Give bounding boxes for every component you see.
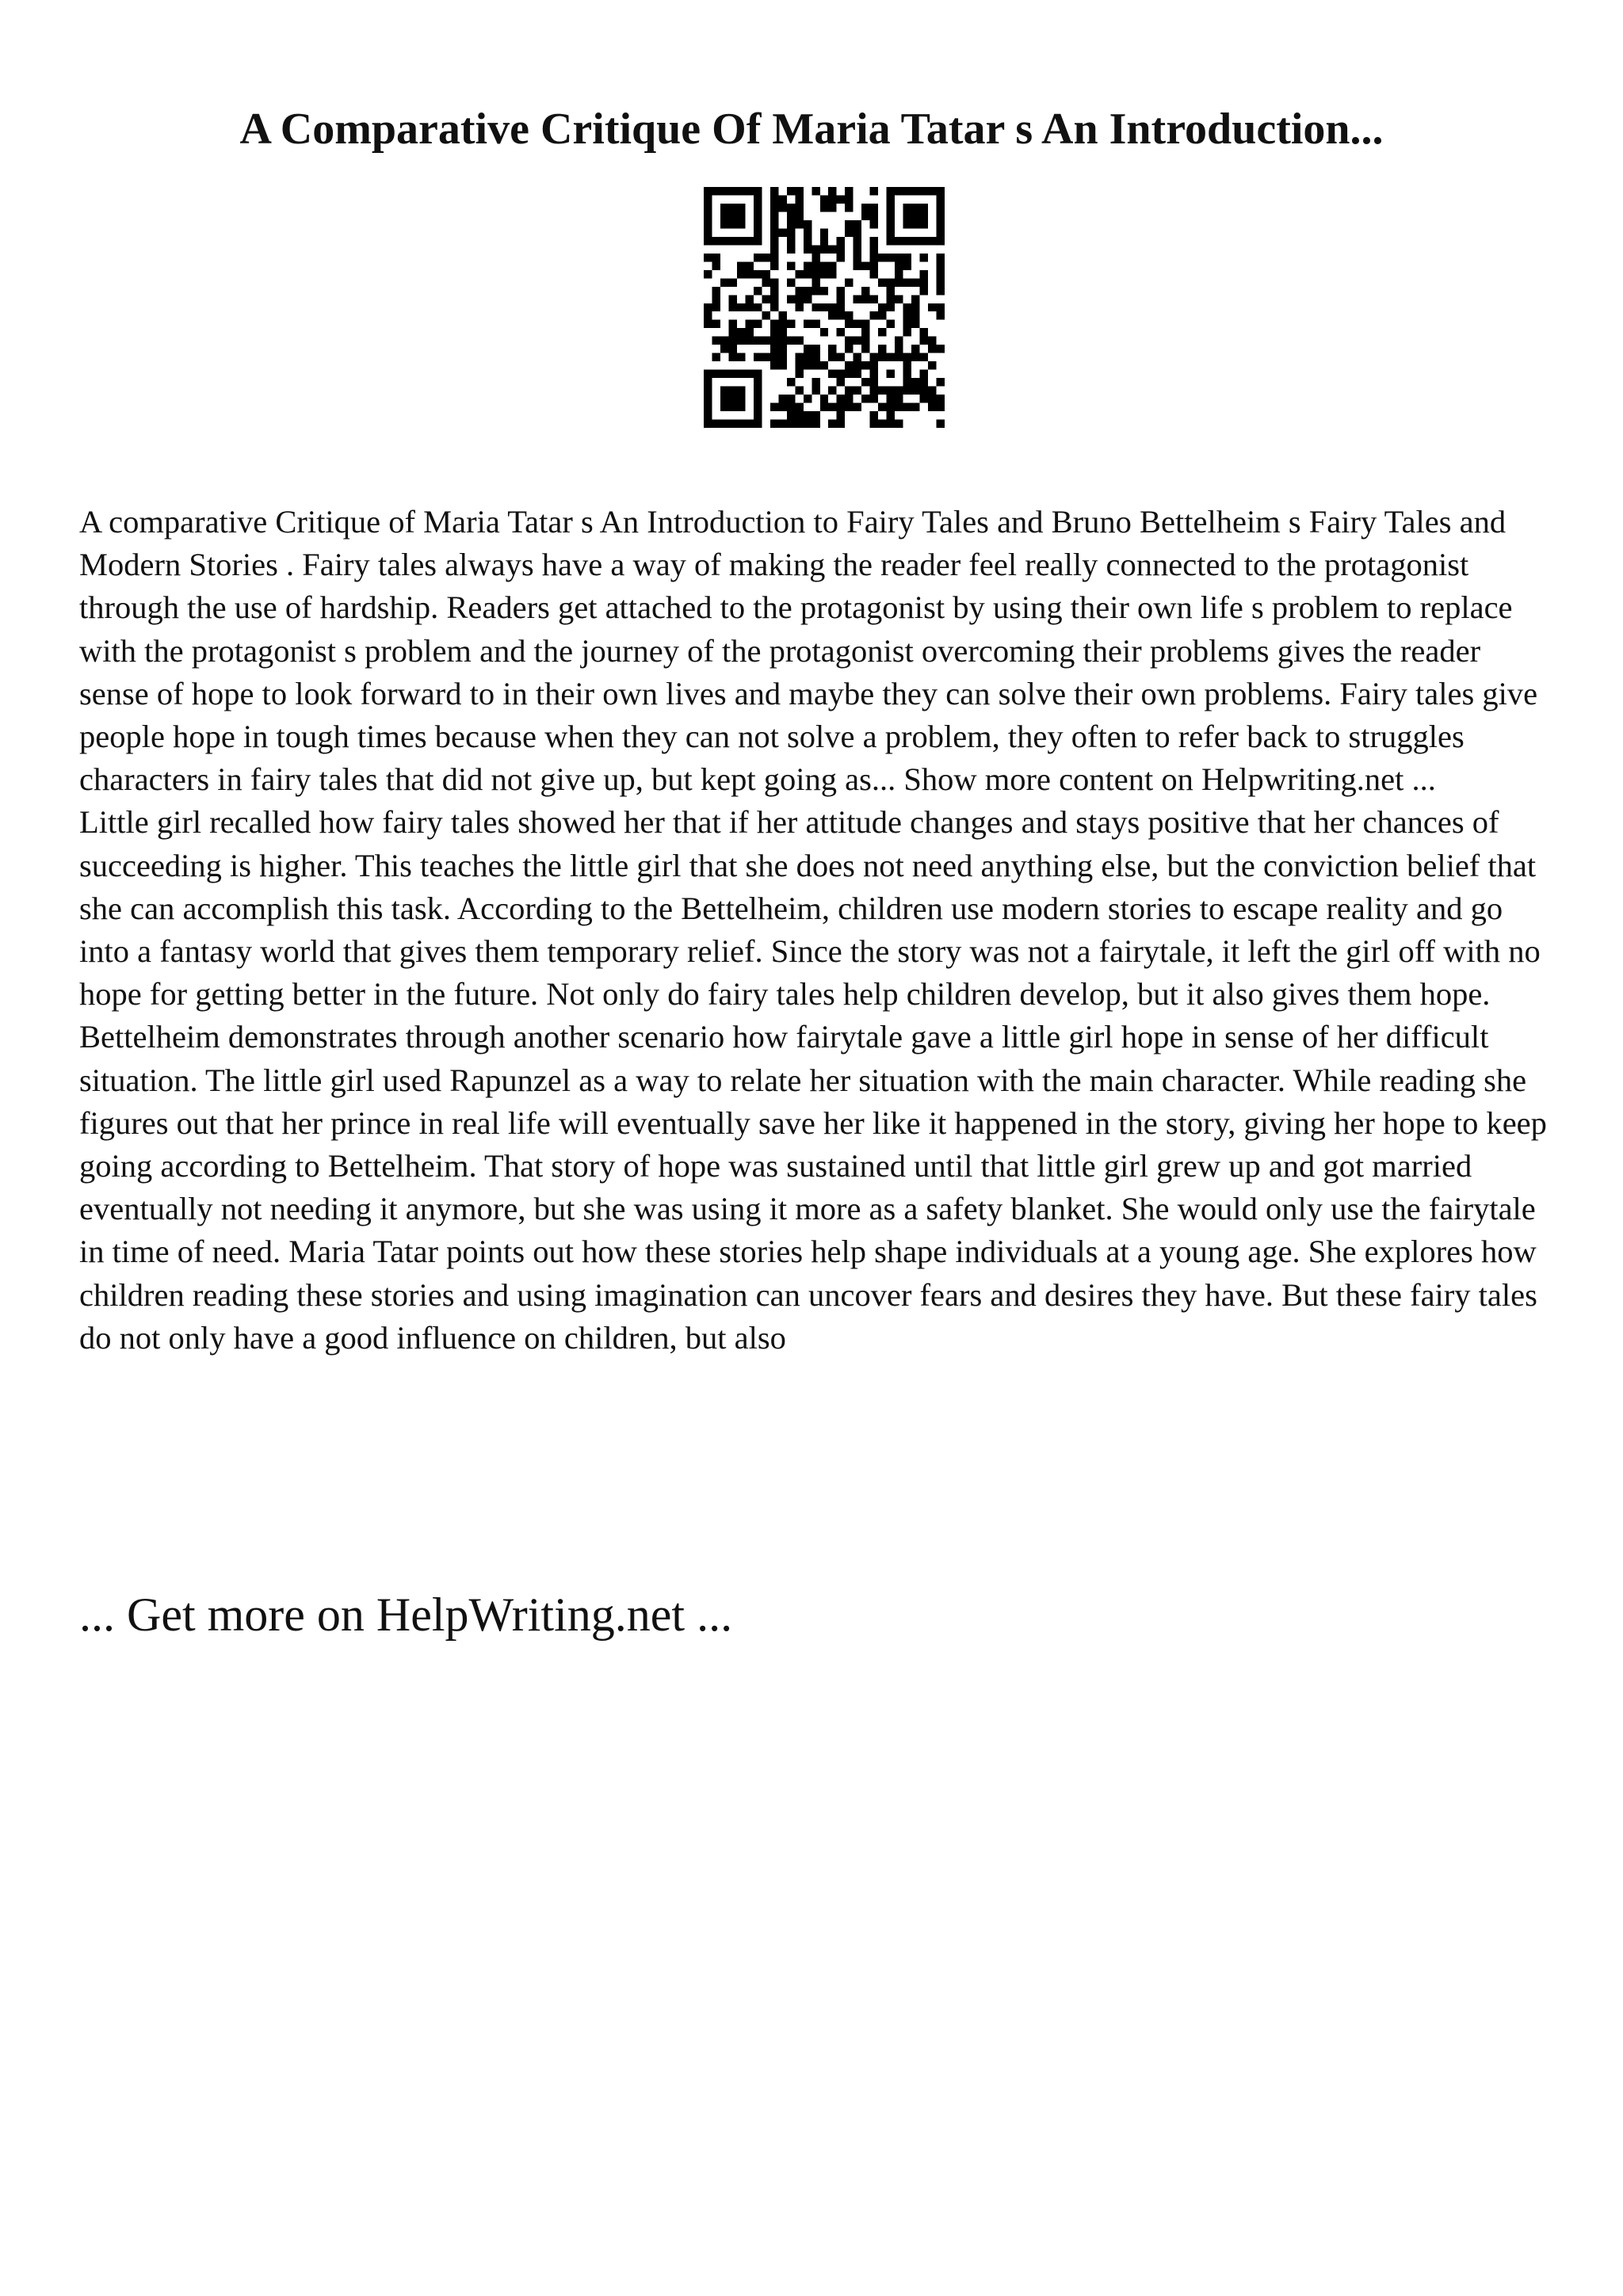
- qr-code-icon: [704, 187, 945, 428]
- article-body: [79, 501, 1553, 1360]
- page-title: A Comparative Critique Of Maria Tatar s An Introduction...: [239, 105, 1384, 154]
- get-more-link[interactable]: ... Get more on HelpWriting.net ...: [79, 1589, 733, 1641]
- paragraph-intro: A comparative Critique of Maria Tatar s An Introduction to Fairy Tales and Bruno Bettelheim s Fairy Tales and Modern Stories . Fairy tales always have a way of making the reader feel really connected to the protagonist through the use of hardship. Readers get attached to the protagonist by using their own life s problem to replace with the protagonist s problem and the journey of the protagonist overcoming their problems gives the reader sense of hope to look forward to in their own lives and maybe they can solve their own problems. Fairy tales give people hope in tough times because when they can not solve a problem, they often to refer back to struggles characters in fairy tales that did not give up, but kept going as... Show more content on Helpwriting.net ...: [79, 504, 1538, 798]
- paragraph-main: Little girl recalled how fairy tales showed her that if her attitude changes and stays positive that her chances of succeeding is higher. This teaches the little girl that she does not need anything else, but the conviction belief that she can accomplish this task. According to the Bettelheim, children use modern stories to escape reality and go into a fantasy world that gives them temporary relief. Since the story was not a fairytale, it left the girl off with no hope for getting better in the future. Not only do fairy tales help children develop, but it also gives them hope. Bettelheim demonstrates through another scenario how fairytale gave a little girl hope in sense of her difficult situation. The little girl used Rapunzel as a way to relate her situation with the main character. While reading she figures out that her prince in real life will eventually save her like it happened in the story, giving her hope to keep going according to Bettelheim. That story of hope was sustained until that little girl grew up and got married eventually not needing it anymore, but she was using it more as a safety blanket. She would only use the fairytale in time of need. Maria Tatar points out how these stories help shape individuals at a young age. She explores how children reading these stories and using imagination can uncover fears and desires they have. But these fairy tales do not only have a good influence on children, but also: [79, 804, 1547, 1356]
